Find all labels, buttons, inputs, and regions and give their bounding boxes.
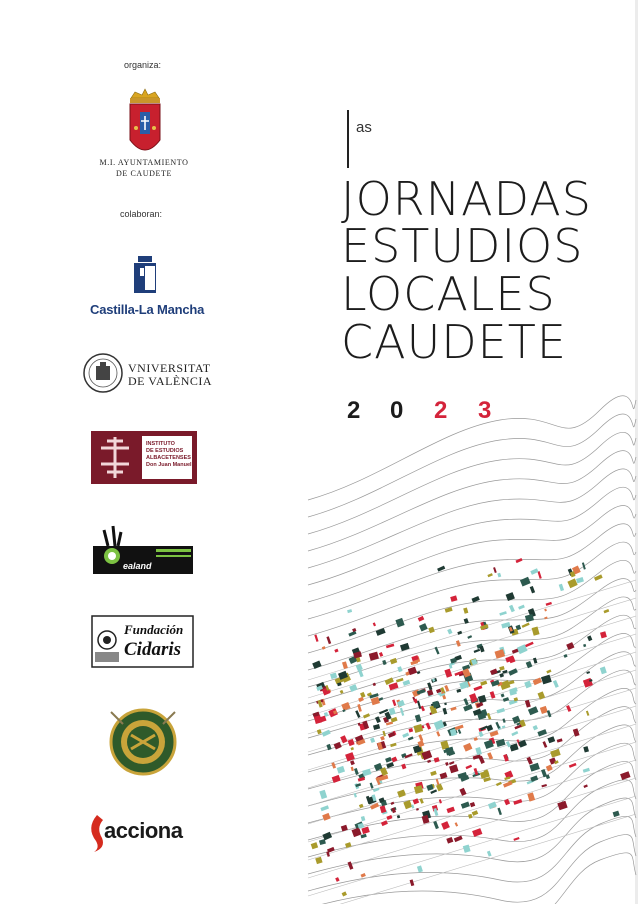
building-block [314, 634, 318, 641]
year-digit-4: 3 [478, 397, 492, 424]
building-block [415, 714, 422, 722]
building-block [537, 729, 547, 736]
building-block [474, 737, 478, 741]
building-block [499, 611, 507, 616]
building-block [441, 821, 450, 830]
building-block [434, 757, 440, 763]
building-block [501, 693, 505, 697]
building-block [390, 658, 397, 664]
edition-ordinal: as [356, 119, 372, 136]
building-block [380, 736, 385, 741]
building-block [544, 617, 547, 620]
dealand-logo-text: ealand [123, 561, 152, 571]
colaboran-label: colaboran: [120, 209, 163, 219]
building-block [450, 595, 457, 601]
building-block [472, 828, 482, 837]
building-block [487, 713, 491, 720]
building-block [583, 784, 587, 788]
building-block [620, 771, 630, 780]
building-block [411, 804, 414, 808]
building-block [461, 802, 470, 809]
building-block [470, 802, 475, 807]
building-block [332, 775, 341, 783]
building-block [439, 799, 442, 803]
building-block [444, 669, 452, 678]
building-block [322, 730, 331, 737]
building-block [522, 623, 530, 628]
building-block [358, 669, 364, 677]
building-block [400, 643, 410, 651]
title-line-jornadas: JORNADAS [341, 172, 592, 226]
year-digit-2: 0 [390, 397, 404, 424]
building-block [525, 642, 534, 648]
iea-line2: DE ESTUDIOS [146, 448, 184, 454]
building-block [337, 766, 345, 774]
building-block [311, 842, 318, 849]
building-block [382, 660, 386, 665]
building-block [582, 562, 586, 569]
building-block [315, 857, 322, 864]
building-block [371, 697, 380, 705]
castilla-la-mancha-logo: Castilla-La Mancha [90, 302, 205, 317]
building-block [511, 731, 518, 736]
building-block [497, 808, 502, 815]
building-block [467, 635, 472, 639]
building-block [499, 673, 504, 678]
building-block [373, 788, 380, 793]
building-block [312, 660, 321, 669]
building-block [360, 692, 366, 698]
building-block [530, 586, 535, 593]
building-block [395, 618, 404, 627]
building-block [478, 695, 487, 704]
building-block [525, 614, 534, 622]
building-block [474, 649, 481, 653]
building-block [446, 837, 453, 844]
building-block [334, 649, 338, 653]
building-block [600, 666, 607, 674]
year-digit-1: 2 [347, 397, 361, 424]
building-block [459, 788, 466, 796]
building-block [466, 765, 473, 770]
building-block [518, 605, 525, 610]
iea-line1: INSTITUTO [146, 441, 175, 447]
building-block [468, 814, 472, 819]
ayuntamiento-line2: DE CAUDETE [116, 169, 172, 178]
building-block [449, 761, 454, 765]
building-block [557, 801, 567, 811]
building-block [538, 691, 546, 699]
building-block [540, 706, 548, 714]
building-block [516, 558, 523, 563]
building-block [430, 771, 437, 776]
building-block [379, 652, 383, 657]
building-block [430, 789, 437, 794]
building-block [450, 707, 456, 711]
building-block [479, 731, 484, 737]
building-block [583, 768, 590, 773]
building-block [487, 851, 492, 857]
building-block [342, 661, 348, 669]
organiza-label: organiza: [124, 60, 162, 70]
building-block [322, 813, 330, 821]
building-block [499, 666, 504, 671]
building-block [553, 680, 559, 688]
building-block [454, 835, 463, 842]
building-block [373, 683, 376, 686]
building-block [445, 762, 449, 766]
building-block [530, 568, 538, 575]
building-block [334, 742, 342, 750]
building-block [447, 629, 452, 635]
building-block [418, 616, 425, 622]
cidaris-line2: Cidaris [124, 639, 182, 660]
building-block [436, 731, 440, 737]
building-block [381, 820, 388, 826]
building-block [490, 669, 498, 676]
building-block [527, 792, 535, 801]
cidaris-line1: Fundación [124, 622, 184, 637]
building-block [567, 578, 577, 588]
building-block [508, 680, 515, 685]
building-block [345, 752, 355, 761]
building-block [495, 722, 500, 729]
iea-line4: Don Juan Manuel [146, 462, 192, 468]
building-block [474, 685, 483, 691]
building-block [428, 627, 435, 634]
building-block [528, 706, 538, 715]
building-block [604, 609, 610, 613]
building-block [444, 685, 449, 692]
building-block [463, 704, 473, 711]
building-block [433, 821, 439, 829]
building-block [541, 784, 547, 787]
building-block [463, 743, 472, 752]
acciona-logo-text: acciona [104, 818, 183, 843]
building-block [358, 697, 364, 702]
iea-line3: ALBACETENSES [146, 455, 191, 461]
building-block [335, 877, 339, 882]
building-block [447, 807, 455, 814]
building-block [370, 737, 375, 742]
year-digit-3: 2 [434, 397, 448, 424]
building-block [564, 654, 568, 658]
building-block [443, 708, 448, 715]
building-block [496, 782, 502, 786]
building-block [613, 811, 620, 817]
building-block [520, 577, 531, 587]
building-block [546, 602, 552, 606]
building-block [385, 757, 392, 763]
building-block [525, 700, 531, 708]
building-block [361, 873, 366, 878]
building-block [475, 747, 482, 755]
building-block [391, 717, 398, 723]
building-block [510, 743, 519, 751]
building-block [557, 738, 563, 742]
building-block [362, 769, 371, 777]
building-block [348, 631, 356, 637]
building-block [320, 805, 329, 811]
building-block [401, 764, 406, 770]
building-block [396, 678, 404, 683]
building-block [402, 732, 409, 737]
building-block [342, 891, 347, 896]
building-block [586, 711, 590, 716]
title-line-locales: LOCALES [341, 267, 556, 321]
building-block [479, 646, 484, 653]
building-block [513, 799, 522, 805]
building-block [533, 725, 538, 730]
building-block [350, 760, 355, 765]
building-block [546, 765, 553, 772]
building-block [529, 763, 539, 772]
building-block [524, 681, 532, 689]
building-block [409, 728, 414, 733]
building-block [408, 736, 414, 740]
building-block [361, 816, 366, 821]
building-block [392, 699, 396, 706]
building-block [583, 746, 589, 752]
building-block [503, 697, 509, 702]
building-block [493, 567, 497, 573]
building-block [319, 790, 327, 799]
building-block [458, 729, 462, 734]
building-block [391, 756, 397, 762]
uv-line1: VNIVERSITAT [128, 361, 211, 375]
building-block [369, 652, 379, 661]
building-block [530, 775, 538, 782]
building-block [544, 609, 547, 612]
building-block [380, 805, 387, 813]
building-block [352, 628, 356, 632]
building-block [559, 584, 564, 591]
ayuntamiento-line1: M.I. AYUNTAMIENTO [99, 158, 189, 167]
title-line-estudios: ESTUDIOS [341, 219, 584, 273]
building-block [463, 844, 471, 852]
building-block [386, 815, 392, 820]
building-block [600, 631, 607, 638]
building-block [533, 658, 537, 664]
building-block [583, 644, 586, 647]
building-block [455, 822, 459, 826]
building-block [347, 609, 352, 613]
building-block [363, 713, 370, 718]
building-block [419, 623, 428, 631]
building-block [322, 832, 332, 841]
building-block [508, 668, 518, 675]
building-block [566, 705, 571, 712]
building-block [340, 735, 347, 743]
building-block [351, 747, 354, 750]
building-block [497, 708, 505, 714]
building-block [397, 815, 400, 818]
building-block [576, 577, 584, 583]
building-block [587, 635, 592, 641]
building-block [351, 767, 354, 771]
building-block [330, 672, 337, 679]
building-block [322, 646, 326, 650]
building-block [427, 760, 431, 763]
building-block [497, 573, 501, 578]
building-block [370, 782, 374, 788]
building-block [486, 725, 493, 732]
uv-line2: DE VALÈNCIA [128, 374, 213, 388]
building-block [373, 622, 376, 626]
building-block [514, 725, 521, 730]
building-block [487, 752, 493, 759]
building-block [340, 690, 344, 694]
building-block [449, 764, 458, 773]
building-block [513, 837, 519, 841]
building-block [435, 647, 440, 655]
building-block [537, 571, 541, 579]
building-block [417, 865, 423, 872]
building-block [463, 607, 468, 613]
building-block [326, 636, 331, 644]
building-block [487, 573, 492, 577]
building-block [543, 741, 548, 748]
title-line-caudete: CAUDETE [341, 315, 567, 369]
building-block [550, 749, 560, 758]
building-block [341, 825, 348, 832]
building-block [509, 605, 515, 613]
building-block [361, 834, 367, 839]
building-block [373, 724, 380, 730]
building-block [390, 743, 397, 747]
building-block [397, 666, 402, 672]
building-blocks [311, 558, 631, 897]
building-block [348, 739, 355, 746]
building-block [548, 736, 556, 743]
building-block [391, 802, 395, 805]
building-block [569, 763, 577, 768]
building-block [546, 669, 551, 673]
building-block [472, 810, 479, 816]
building-block [456, 689, 461, 693]
